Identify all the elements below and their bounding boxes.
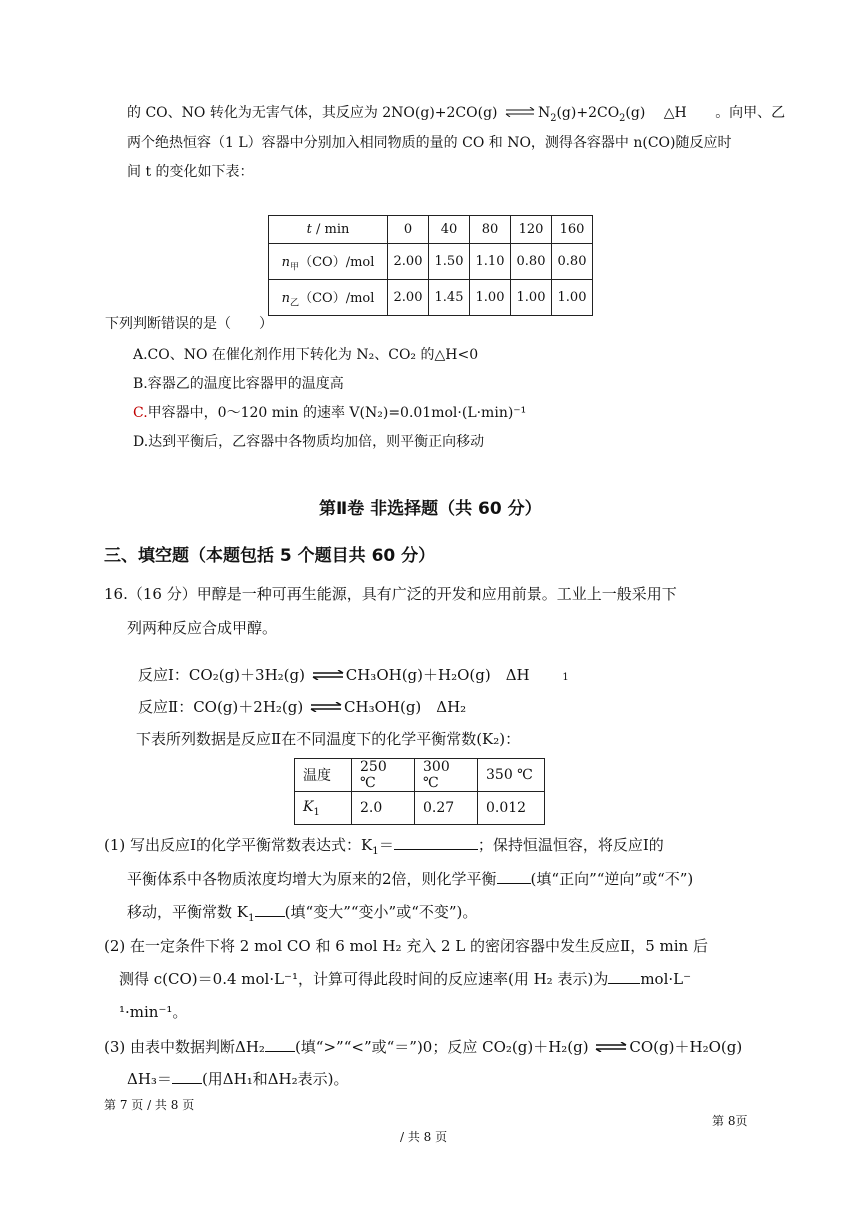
part-1-text: (1) 写出反应Ⅰ的化学平衡常数表达式：K bbox=[104, 836, 373, 854]
part-3-line-1 bbox=[104, 1036, 742, 1058]
table-header-cell: 160 bbox=[552, 216, 593, 244]
part-2-line-1: (2) 在一定条件下将 2 mol CO 和 6 mol H₂ 充入 2 L 的密闭容器中发生反应Ⅱ，5 min 后 bbox=[104, 937, 708, 955]
equilibrium-arrow-icon bbox=[502, 103, 538, 123]
reaction-2-left: 反应Ⅱ：CO(g)＋2H₂(g) bbox=[138, 698, 304, 716]
table-cell: 1.00 bbox=[511, 280, 552, 316]
reaction-1 bbox=[138, 664, 569, 689]
row-label: $n_甲(CO)$/mol bbox=[269, 244, 388, 280]
formula-text: N bbox=[537, 105, 551, 121]
table-cell: 1.45 bbox=[429, 280, 470, 316]
answer-blank[interactable] bbox=[608, 983, 640, 984]
table-cell: 2.0 bbox=[352, 792, 415, 825]
option-b: B.容器乙的温度比容器甲的温度高 bbox=[133, 376, 344, 392]
part-2-line-3: ¹·min⁻¹。 bbox=[119, 1003, 188, 1021]
part-1-text: 平衡体系中各物质浓度均增大为原来的2倍，则化学平衡 bbox=[127, 870, 497, 888]
part-3-text: CO(g)＋H₂O(g) bbox=[629, 1038, 743, 1056]
page-footer-left: 第 7 页 / 共 8 页 bbox=[104, 1098, 195, 1112]
intro-line-2: 两个绝热恒容（1 L）容器中分别加入相同物质的量的 CO 和 NO，测得各容器中 n(CO)随反应时 bbox=[127, 135, 732, 151]
reaction-1-subscript: 1 bbox=[562, 672, 569, 683]
formula-text: (g) bbox=[625, 105, 646, 121]
table-cell: 0.012 bbox=[478, 792, 545, 825]
table-cell: 1.00 bbox=[470, 280, 511, 316]
part-3-text: ΔH₃＝ bbox=[127, 1070, 172, 1088]
table-row bbox=[269, 280, 593, 316]
answer-blank[interactable] bbox=[265, 1051, 295, 1052]
table-cell: 2.00 bbox=[388, 244, 429, 280]
table-cell: 1.10 bbox=[470, 244, 511, 280]
reaction-1-left: 反应Ⅰ：CO₂(g)＋3H₂(g) bbox=[138, 666, 305, 684]
enthalpy-symbol: △H bbox=[663, 105, 687, 121]
table-cell: 0.80 bbox=[511, 244, 552, 280]
table-cell: 1.00 bbox=[552, 280, 593, 316]
subscript: 1 bbox=[247, 912, 255, 924]
table-header-cell: 120 bbox=[511, 216, 552, 244]
table-header-time: t / min bbox=[269, 216, 388, 244]
reaction-2-right: CH₃OH(g) ΔH₂ bbox=[344, 698, 467, 716]
table-row bbox=[269, 244, 593, 280]
intro-line-3: 间 t 的变化如下表： bbox=[127, 164, 254, 180]
option-c bbox=[133, 403, 526, 423]
part-1-text: ；保持恒温恒容，将反应Ⅰ的 bbox=[477, 836, 664, 854]
part-1-line-1 bbox=[104, 834, 664, 862]
part-2-text: 测得 c(CO)＝0.4 mol·L⁻¹，计算可得此段时间的反应速率(用 H₂ 表示)为 bbox=[119, 970, 609, 988]
reaction-2 bbox=[138, 696, 466, 718]
q16-line-1: 16.（16 分）甲醇是一种可再生能源，具有广泛的开发和应用前景。工业上一般采用下 bbox=[104, 585, 677, 603]
page-footer-center: / 共 8 页 bbox=[400, 1130, 448, 1144]
part-3-text: (填“>”“<”或“＝”)0；反应 CO₂(g)＋H₂(g) bbox=[294, 1038, 589, 1056]
table-header-cell: 300 ℃ bbox=[415, 759, 478, 792]
part-1-text: ＝ bbox=[378, 836, 394, 854]
intro-text: 。向甲、乙 bbox=[715, 105, 786, 121]
part-1-line-3 bbox=[127, 901, 477, 929]
option-c-text: 甲容器中，0～120 min 的速率 V(N₂)=0.01mol·(L·min)⁻¹ bbox=[147, 405, 527, 421]
table-header-cell: 80 bbox=[470, 216, 511, 244]
part-1-text: 移动，平衡常数 K bbox=[127, 903, 248, 921]
row-label: $K_1$ bbox=[295, 792, 352, 825]
equilibrium-constant-table bbox=[294, 758, 545, 825]
option-c-letter: C. bbox=[133, 405, 148, 421]
table-header-cell: 250 ℃ bbox=[352, 759, 415, 792]
table-intro: 下表所列数据是反应Ⅱ在不同温度下的化学平衡常数(K₂)： bbox=[136, 730, 521, 748]
section-3-title: 三、填空题（本题包括 5 个题目共 60 分） bbox=[104, 546, 436, 566]
intro-text: 的 CO、NO 转化为无害气体，其反应为 2NO(g)+2CO(g) bbox=[127, 105, 498, 121]
option-a: A.CO、NO 在催化剂作用下转化为 N₂、CO₂ 的△H<0 bbox=[133, 347, 479, 363]
table-header-cell: 350 ℃ bbox=[478, 759, 545, 792]
part-3-text: (3) 由表中数据判断ΔH₂ bbox=[104, 1038, 265, 1056]
part-3-line-2 bbox=[127, 1068, 349, 1090]
subscript: 1 bbox=[372, 845, 379, 857]
table-row bbox=[295, 792, 545, 825]
q16-line-2: 列两种反应合成甲醇。 bbox=[127, 619, 278, 637]
part-1-text: (填“变大”“变小”或“不变”)。 bbox=[284, 903, 478, 921]
row-label: $n_乙(CO)$/mol bbox=[269, 280, 388, 316]
table-header-cell: 40 bbox=[429, 216, 470, 244]
part-3-text: (用ΔH₁和ΔH₂表示)。 bbox=[201, 1070, 349, 1088]
table-cell: 0.27 bbox=[415, 792, 478, 825]
equilibrium-arrow-icon bbox=[310, 664, 346, 686]
answer-blank[interactable] bbox=[172, 1083, 202, 1084]
table-cell: 2.00 bbox=[388, 280, 429, 316]
table-header-cell: 0 bbox=[388, 216, 429, 244]
page-footer-right: 第 8页 bbox=[712, 1114, 748, 1128]
part-2-title: 第Ⅱ卷 非选择题（共 60 分） bbox=[319, 499, 542, 519]
intro-line-1: 的 CO、NO 转化为无害气体，其反应为 2NO(g)+2CO(g) $N_2(g)+2CO_2(g)$ △H 。向甲、乙 bbox=[127, 105, 786, 124]
co-amount-table bbox=[268, 215, 593, 316]
answer-blank[interactable] bbox=[394, 849, 478, 850]
part-2-line-2 bbox=[119, 968, 691, 990]
part-1-text: (填“正向”“逆向”或“不”) bbox=[530, 870, 694, 888]
answer-blank[interactable] bbox=[497, 883, 531, 884]
option-d: D.达到平衡后，乙容器中各物质均加倍，则平衡正向移动 bbox=[133, 434, 485, 450]
reaction-1-right: CH₃OH(g)＋H₂O(g) ΔH bbox=[345, 666, 530, 684]
question-stem: 下列判断错误的是（ ） bbox=[105, 316, 273, 332]
equilibrium-arrow-icon bbox=[593, 1036, 629, 1058]
table-cell: 0.80 bbox=[552, 244, 593, 280]
table-cell: 1.50 bbox=[429, 244, 470, 280]
table-header-cell: 温度 bbox=[295, 759, 352, 792]
formula-text: (g)+2CO bbox=[556, 105, 620, 121]
part-1-line-2 bbox=[127, 868, 693, 890]
part-2-text: mol·L⁻ bbox=[640, 970, 692, 988]
answer-blank[interactable] bbox=[255, 916, 285, 917]
equilibrium-arrow-icon bbox=[308, 696, 344, 718]
